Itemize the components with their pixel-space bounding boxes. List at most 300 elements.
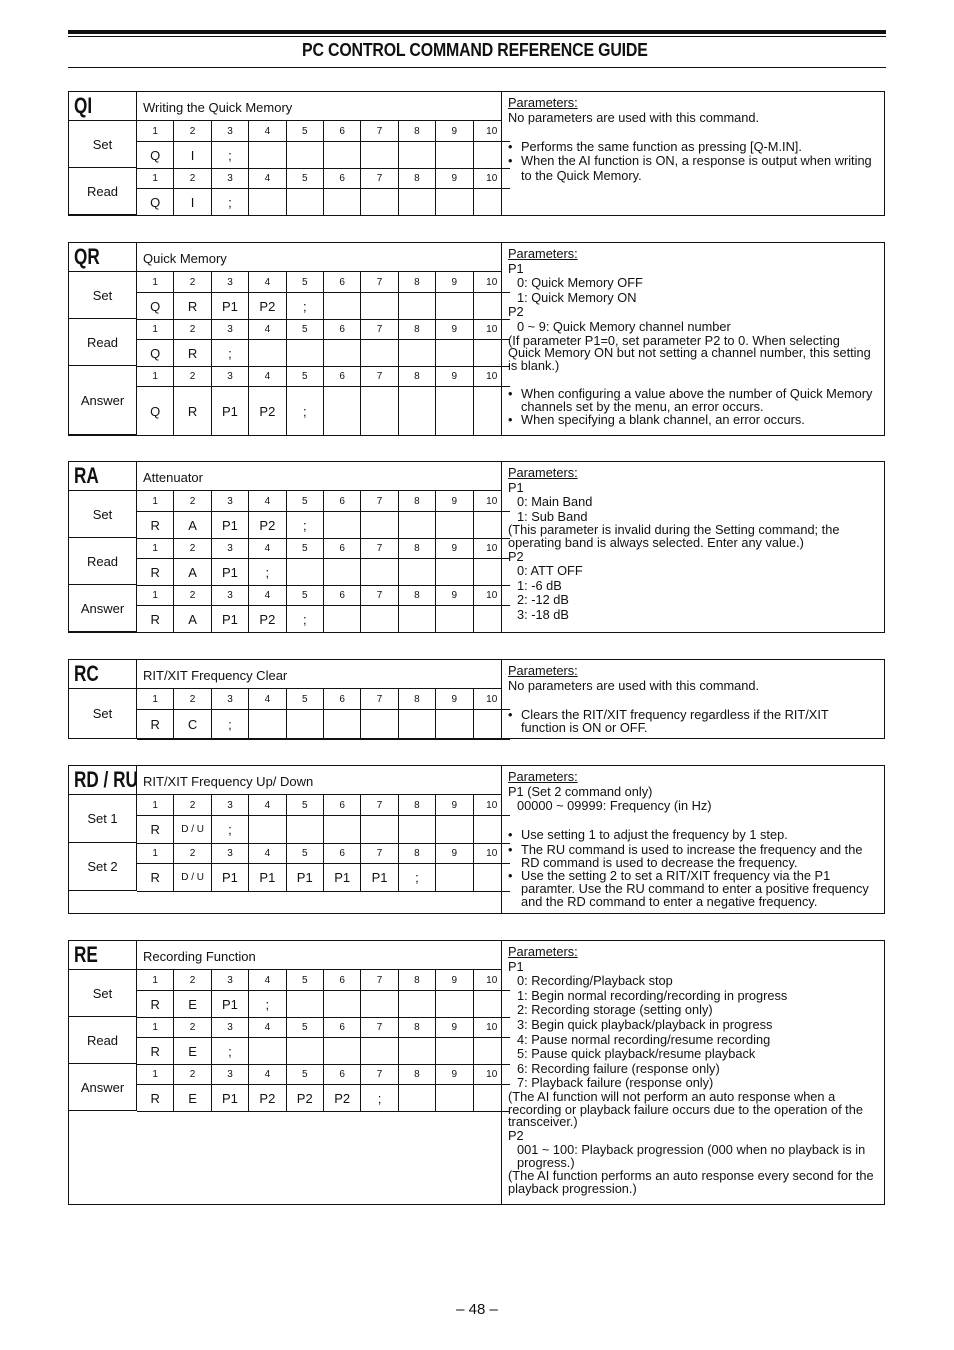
- column-number: 1: [137, 121, 174, 142]
- format-cell: [361, 1038, 398, 1065]
- format-cell: ;: [249, 991, 286, 1018]
- parameter-value: 1: Begin normal recording/recording in progress: [517, 987, 788, 1003]
- format-cell: [398, 387, 435, 436]
- format-cell: [436, 816, 473, 844]
- column-number: 5: [286, 121, 323, 142]
- column-number: 4: [249, 1017, 286, 1038]
- column-number: 6: [323, 1017, 360, 1038]
- parameter-bullet: • When configuring a value above the number of Quick Memory channels set by the menu, an error occurs.: [508, 387, 876, 413]
- column-number: 5: [286, 843, 323, 864]
- format-cell: P2: [249, 293, 286, 320]
- column-number: 6: [323, 491, 360, 512]
- format-cell: ;: [286, 293, 323, 320]
- parameter-bullet: • When specifying a blank channel, an error occurs.: [508, 413, 876, 428]
- format-cell: ;: [211, 816, 248, 844]
- parameter-value: 0: Main Band: [517, 494, 593, 510]
- header-rule-thick: [68, 30, 886, 34]
- format-cell: A: [174, 559, 211, 586]
- column-number: 10: [473, 1064, 510, 1085]
- command-code-cell: [69, 941, 137, 970]
- column-number: 4: [249, 491, 286, 512]
- format-cell: [361, 816, 398, 844]
- column-number: 6: [323, 538, 360, 559]
- format-cell: [436, 864, 473, 892]
- format-cell: P1: [249, 864, 286, 892]
- format-cell: [286, 559, 323, 586]
- command-name: RIT/XIT Frequency Up/ Down: [143, 774, 314, 789]
- command-name-cell: [137, 941, 501, 970]
- format-cell: [398, 710, 435, 740]
- parameter-value: 3: Begin quick playback/playback in progress: [517, 1016, 773, 1032]
- parameter-value: 5: Pause quick playback/resume playback: [517, 1046, 756, 1062]
- format-cell: I: [174, 142, 211, 169]
- column-number: 4: [249, 272, 286, 293]
- column-number: 6: [323, 1064, 360, 1085]
- format-cell: [398, 189, 435, 216]
- command-block-rc: [68, 659, 885, 739]
- column-number: 8: [398, 689, 435, 710]
- column-number: 5: [286, 319, 323, 340]
- format-cell: [323, 606, 360, 633]
- command-block-re: [68, 940, 885, 1205]
- column-number: 9: [436, 795, 473, 816]
- column-number: 7: [361, 121, 398, 142]
- column-number: 2: [174, 319, 211, 340]
- format-cell: [436, 1038, 473, 1065]
- format-cell: P1: [286, 864, 323, 892]
- command-code-cell: [69, 462, 137, 491]
- format-cell: [398, 559, 435, 586]
- column-number: 1: [137, 585, 174, 606]
- format-cell: [398, 816, 435, 844]
- column-number: 10: [473, 491, 510, 512]
- column-number: 3: [211, 272, 248, 293]
- parameter-note: (The AI function will not perform an auto response when a recording or playback failure occurs due to the operation of the transceiver.): [508, 1088, 863, 1130]
- format-cell: [361, 991, 398, 1018]
- parameter-bullet: • Performs the same function as pressing [Q-M.IN].: [508, 140, 876, 155]
- column-number: 9: [436, 1064, 473, 1085]
- format-cell: ;: [211, 340, 248, 367]
- format-cell: [398, 1085, 435, 1112]
- command-name-cell: [137, 92, 501, 121]
- column-number: 3: [211, 795, 248, 816]
- format-cell: Q: [137, 340, 174, 367]
- column-number: 8: [398, 491, 435, 512]
- parameter-label: P1 (Set 2 command only): [508, 783, 653, 799]
- format-cell: [323, 512, 360, 539]
- command-format-grid: [137, 538, 510, 586]
- column-number: 1: [137, 843, 174, 864]
- command-code: RD / RU: [74, 767, 138, 792]
- format-cell: R: [137, 1085, 174, 1112]
- parameter-value-list: [508, 974, 876, 1091]
- column-number: 8: [398, 843, 435, 864]
- format-cell: [436, 710, 473, 740]
- command-format-grid: [137, 970, 510, 1018]
- column-number: 6: [323, 272, 360, 293]
- parameters-panel: [501, 766, 884, 913]
- column-number: 1: [137, 491, 174, 512]
- column-number: 8: [398, 585, 435, 606]
- format-cell: ;: [286, 606, 323, 633]
- column-number: 1: [137, 1017, 174, 1038]
- format-cell: R: [137, 1038, 174, 1065]
- format-cell: I: [174, 189, 211, 216]
- column-number: 2: [174, 843, 211, 864]
- format-cell: R: [174, 387, 211, 436]
- column-number: 8: [398, 366, 435, 387]
- parameter-bullet: • Clears the RIT/XIT frequency regardless if the RIT/XIT function is ON or OFF.: [508, 708, 876, 734]
- column-number: 5: [286, 1017, 323, 1038]
- row-label: Answer: [69, 1064, 137, 1111]
- column-number: 1: [137, 1064, 174, 1085]
- column-number: 8: [398, 795, 435, 816]
- format-cell: P2: [249, 387, 286, 436]
- format-cell: [323, 293, 360, 320]
- column-number: 9: [436, 538, 473, 559]
- column-number: 5: [286, 585, 323, 606]
- format-cell: P1: [211, 1085, 248, 1112]
- column-number: 8: [398, 1064, 435, 1085]
- column-number: 8: [398, 121, 435, 142]
- format-cell: E: [174, 991, 211, 1018]
- row-label: Set 1: [69, 795, 137, 843]
- column-number: 4: [249, 585, 286, 606]
- column-number: 10: [473, 585, 510, 606]
- column-number: 9: [436, 1017, 473, 1038]
- format-cell: [323, 710, 360, 740]
- format-cell: P2: [249, 1085, 286, 1112]
- column-number: 4: [249, 970, 286, 991]
- format-cell: [361, 293, 398, 320]
- row-label: Set: [69, 970, 137, 1017]
- command-block-ra: [68, 461, 885, 633]
- format-cell: [436, 387, 473, 436]
- column-number: 5: [286, 366, 323, 387]
- parameter-value: 3: -18 dB: [517, 606, 569, 622]
- column-number: 6: [323, 366, 360, 387]
- row-label: Set: [69, 272, 137, 319]
- format-cell: [398, 1038, 435, 1065]
- format-cell: [398, 293, 435, 320]
- column-number: 2: [174, 970, 211, 991]
- format-cell: P1: [211, 387, 248, 436]
- command-name-cell: [137, 462, 501, 491]
- column-number: 5: [286, 272, 323, 293]
- column-number: 3: [211, 1064, 248, 1085]
- row-label: Read: [69, 1017, 137, 1064]
- format-cell: [249, 142, 286, 169]
- format-cell: [323, 816, 360, 844]
- command-name: Quick Memory: [143, 251, 227, 266]
- format-cell: P1: [211, 559, 248, 586]
- column-number: 7: [361, 1017, 398, 1038]
- command-format-grid: [137, 1017, 510, 1065]
- column-number: 3: [211, 491, 248, 512]
- parameter-value: 1: Quick Memory ON: [517, 289, 637, 305]
- format-cell: [436, 559, 473, 586]
- parameter-value: 6: Recording failure (response only): [517, 1060, 720, 1076]
- format-cell: [436, 142, 473, 169]
- parameter-label: P2: [508, 548, 524, 564]
- parameter-value: 00000 ~ 09999: Frequency (in Hz): [517, 798, 712, 814]
- column-number: 3: [211, 970, 248, 991]
- parameters-panel: [501, 243, 884, 435]
- parameters-panel: [501, 462, 884, 632]
- column-number: 2: [174, 121, 211, 142]
- format-cell: [436, 189, 473, 216]
- column-number: 2: [174, 491, 211, 512]
- format-cell: Q: [137, 293, 174, 320]
- column-number: 10: [473, 538, 510, 559]
- column-number: 8: [398, 272, 435, 293]
- column-number: 8: [398, 538, 435, 559]
- format-cell: ;: [211, 1038, 248, 1065]
- command-code: QI: [74, 93, 93, 118]
- format-cell: A: [174, 512, 211, 539]
- format-cell: [286, 710, 323, 740]
- command-name: Attenuator: [143, 470, 203, 485]
- parameter-value: 0: ATT OFF: [517, 563, 583, 579]
- column-number: 7: [361, 970, 398, 991]
- format-cell: [286, 816, 323, 844]
- column-number: 9: [436, 843, 473, 864]
- format-cell: Q: [137, 142, 174, 169]
- command-block-rd-ru: [68, 765, 885, 914]
- parameter-value: 0 ~ 9: Quick Memory channel number: [517, 318, 731, 334]
- parameter-value: 2: Recording storage (setting only): [517, 1002, 713, 1018]
- column-number: 10: [473, 689, 510, 710]
- command-format-grid: [137, 319, 510, 367]
- format-cell: [323, 142, 360, 169]
- format-cell: ;: [211, 142, 248, 169]
- column-number: 2: [174, 1064, 211, 1085]
- command-name: Writing the Quick Memory: [143, 100, 293, 115]
- parameters-heading: Parameters:: [508, 769, 578, 784]
- format-cell: [436, 991, 473, 1018]
- format-cell: R: [137, 512, 174, 539]
- column-number: 9: [436, 168, 473, 189]
- format-cell: D / U: [174, 816, 211, 844]
- format-cell: [436, 340, 473, 367]
- format-cell: [436, 512, 473, 539]
- column-number: 9: [436, 272, 473, 293]
- format-cell: [286, 142, 323, 169]
- format-cell: [436, 606, 473, 633]
- column-number: 10: [473, 843, 510, 864]
- column-number: 5: [286, 491, 323, 512]
- column-number: 1: [137, 319, 174, 340]
- parameter-value: 0: Recording/Playback stop: [517, 973, 673, 989]
- command-code-cell: [69, 92, 137, 121]
- row-label: Set: [69, 491, 137, 538]
- format-cell: [398, 340, 435, 367]
- column-number: 4: [249, 168, 286, 189]
- column-number: 1: [137, 689, 174, 710]
- command-name-cell: [137, 766, 501, 795]
- parameter-bullet: • Use the setting 2 to set a RIT/XIT frequency via the P1 paramter. Use the RU command to enter a positive frequency and the RD command to enter a negative frequency.: [508, 869, 876, 908]
- parameter-bullet: • When the AI function is ON, a response is output when writing to the Quick Memory.: [508, 154, 876, 183]
- format-cell: [398, 512, 435, 539]
- format-cell: [361, 606, 398, 633]
- command-code-cell: [69, 766, 137, 795]
- column-number: 6: [323, 795, 360, 816]
- column-number: 4: [249, 319, 286, 340]
- column-number: 7: [361, 795, 398, 816]
- column-number: 2: [174, 585, 211, 606]
- column-number: 4: [249, 538, 286, 559]
- column-number: 10: [473, 272, 510, 293]
- column-number: 3: [211, 538, 248, 559]
- parameter-bullet: • The RU command is used to increase the frequency and the RD command is used to decrease the frequency.: [508, 843, 876, 869]
- format-cell: ;: [286, 387, 323, 436]
- column-number: 7: [361, 491, 398, 512]
- parameter-note: (The AI function performs an auto response every second for the playback progression.): [508, 1168, 874, 1197]
- format-cell: D / U: [174, 864, 211, 892]
- column-number: 4: [249, 843, 286, 864]
- column-number: 8: [398, 319, 435, 340]
- column-number: 9: [436, 319, 473, 340]
- column-number: 7: [361, 319, 398, 340]
- parameters-heading: Parameters:: [508, 944, 578, 959]
- parameter-value: 2: -12 dB: [517, 592, 569, 608]
- column-number: 4: [249, 121, 286, 142]
- command-code: RC: [74, 661, 99, 686]
- column-number: 7: [361, 366, 398, 387]
- row-label: Set: [69, 121, 137, 168]
- parameters-heading: Parameters:: [508, 246, 578, 261]
- column-number: 9: [436, 366, 473, 387]
- format-cell: [286, 1038, 323, 1065]
- column-number: 6: [323, 689, 360, 710]
- column-number: 3: [211, 121, 248, 142]
- format-cell: [436, 1085, 473, 1112]
- format-cell: ;: [211, 710, 248, 740]
- format-cell: ;: [361, 1085, 398, 1112]
- column-number: 2: [174, 795, 211, 816]
- parameters-panel: [501, 92, 884, 215]
- column-number: 2: [174, 689, 211, 710]
- format-cell: R: [137, 606, 174, 633]
- column-number: 1: [137, 168, 174, 189]
- format-cell: [436, 293, 473, 320]
- column-number: 9: [436, 970, 473, 991]
- column-number: 7: [361, 1064, 398, 1085]
- column-number: 4: [249, 366, 286, 387]
- column-number: 3: [211, 585, 248, 606]
- command-name: Recording Function: [143, 949, 256, 964]
- format-cell: [249, 710, 286, 740]
- parameter-line: No parameters are used with this command.: [508, 677, 760, 693]
- parameter-value: 001 ~ 100: Playback progression (000 when no playback is in progress.): [517, 1142, 866, 1171]
- format-cell: [249, 1038, 286, 1065]
- command-code: RE: [74, 942, 98, 967]
- column-number: 5: [286, 970, 323, 991]
- column-number: 10: [473, 1017, 510, 1038]
- column-number: 5: [286, 1064, 323, 1085]
- format-cell: E: [174, 1038, 211, 1065]
- format-cell: P1: [361, 864, 398, 892]
- column-number: 10: [473, 168, 510, 189]
- column-number: 6: [323, 970, 360, 991]
- command-code: RA: [74, 463, 99, 488]
- format-cell: [286, 991, 323, 1018]
- format-cell: P2: [249, 606, 286, 633]
- column-number: 4: [249, 689, 286, 710]
- format-cell: P1: [211, 606, 248, 633]
- format-cell: P1: [211, 293, 248, 320]
- command-name-cell: [137, 660, 501, 689]
- column-number: 6: [323, 168, 360, 189]
- column-number: 5: [286, 689, 323, 710]
- column-number: 1: [137, 366, 174, 387]
- parameters-panel: [501, 660, 884, 738]
- format-cell: P2: [286, 1085, 323, 1112]
- page-number: – 48 –: [456, 1301, 498, 1318]
- parameter-label: P1: [508, 479, 524, 495]
- format-cell: P1: [211, 991, 248, 1018]
- format-cell: R: [137, 864, 174, 892]
- format-cell: R: [137, 710, 174, 740]
- format-cell: R: [137, 816, 174, 844]
- parameter-value: 1: -6 dB: [517, 577, 562, 593]
- column-number: 1: [137, 970, 174, 991]
- column-number: 4: [249, 1064, 286, 1085]
- column-number: 7: [361, 843, 398, 864]
- format-cell: [361, 387, 398, 436]
- row-label: Answer: [69, 366, 137, 435]
- parameter-value: 4: Pause normal recording/resume recording: [517, 1031, 771, 1047]
- format-cell: [249, 340, 286, 367]
- column-number: 3: [211, 1017, 248, 1038]
- command-name: RIT/XIT Frequency Clear: [143, 668, 288, 683]
- row-label: Set 2: [69, 843, 137, 891]
- row-label: Read: [69, 319, 137, 366]
- format-cell: ;: [249, 559, 286, 586]
- format-cell: ;: [398, 864, 435, 892]
- format-cell: [323, 559, 360, 586]
- column-number: 10: [473, 366, 510, 387]
- parameters-heading: Parameters:: [508, 465, 578, 480]
- column-number: 1: [137, 538, 174, 559]
- parameter-value: 0: Quick Memory OFF: [517, 275, 643, 291]
- format-cell: [361, 189, 398, 216]
- column-number: 2: [174, 366, 211, 387]
- column-number: 9: [436, 689, 473, 710]
- format-cell: P2: [249, 512, 286, 539]
- parameter-line: No parameters are used with this command.: [508, 109, 760, 125]
- command-code: QR: [74, 244, 100, 269]
- parameter-label: P2: [508, 1127, 524, 1143]
- column-number: 3: [211, 843, 248, 864]
- column-number: 1: [137, 272, 174, 293]
- format-cell: A: [174, 606, 211, 633]
- column-number: 5: [286, 538, 323, 559]
- format-cell: [398, 142, 435, 169]
- format-cell: [361, 340, 398, 367]
- column-number: 10: [473, 121, 510, 142]
- format-cell: R: [174, 293, 211, 320]
- format-cell: Q: [137, 189, 174, 216]
- command-code-cell: [69, 660, 137, 689]
- format-cell: [323, 189, 360, 216]
- format-cell: E: [174, 1085, 211, 1112]
- row-label: Read: [69, 168, 137, 215]
- format-cell: Q: [137, 387, 174, 436]
- row-label: Set: [69, 689, 137, 739]
- column-number: 9: [436, 121, 473, 142]
- column-number: 7: [361, 689, 398, 710]
